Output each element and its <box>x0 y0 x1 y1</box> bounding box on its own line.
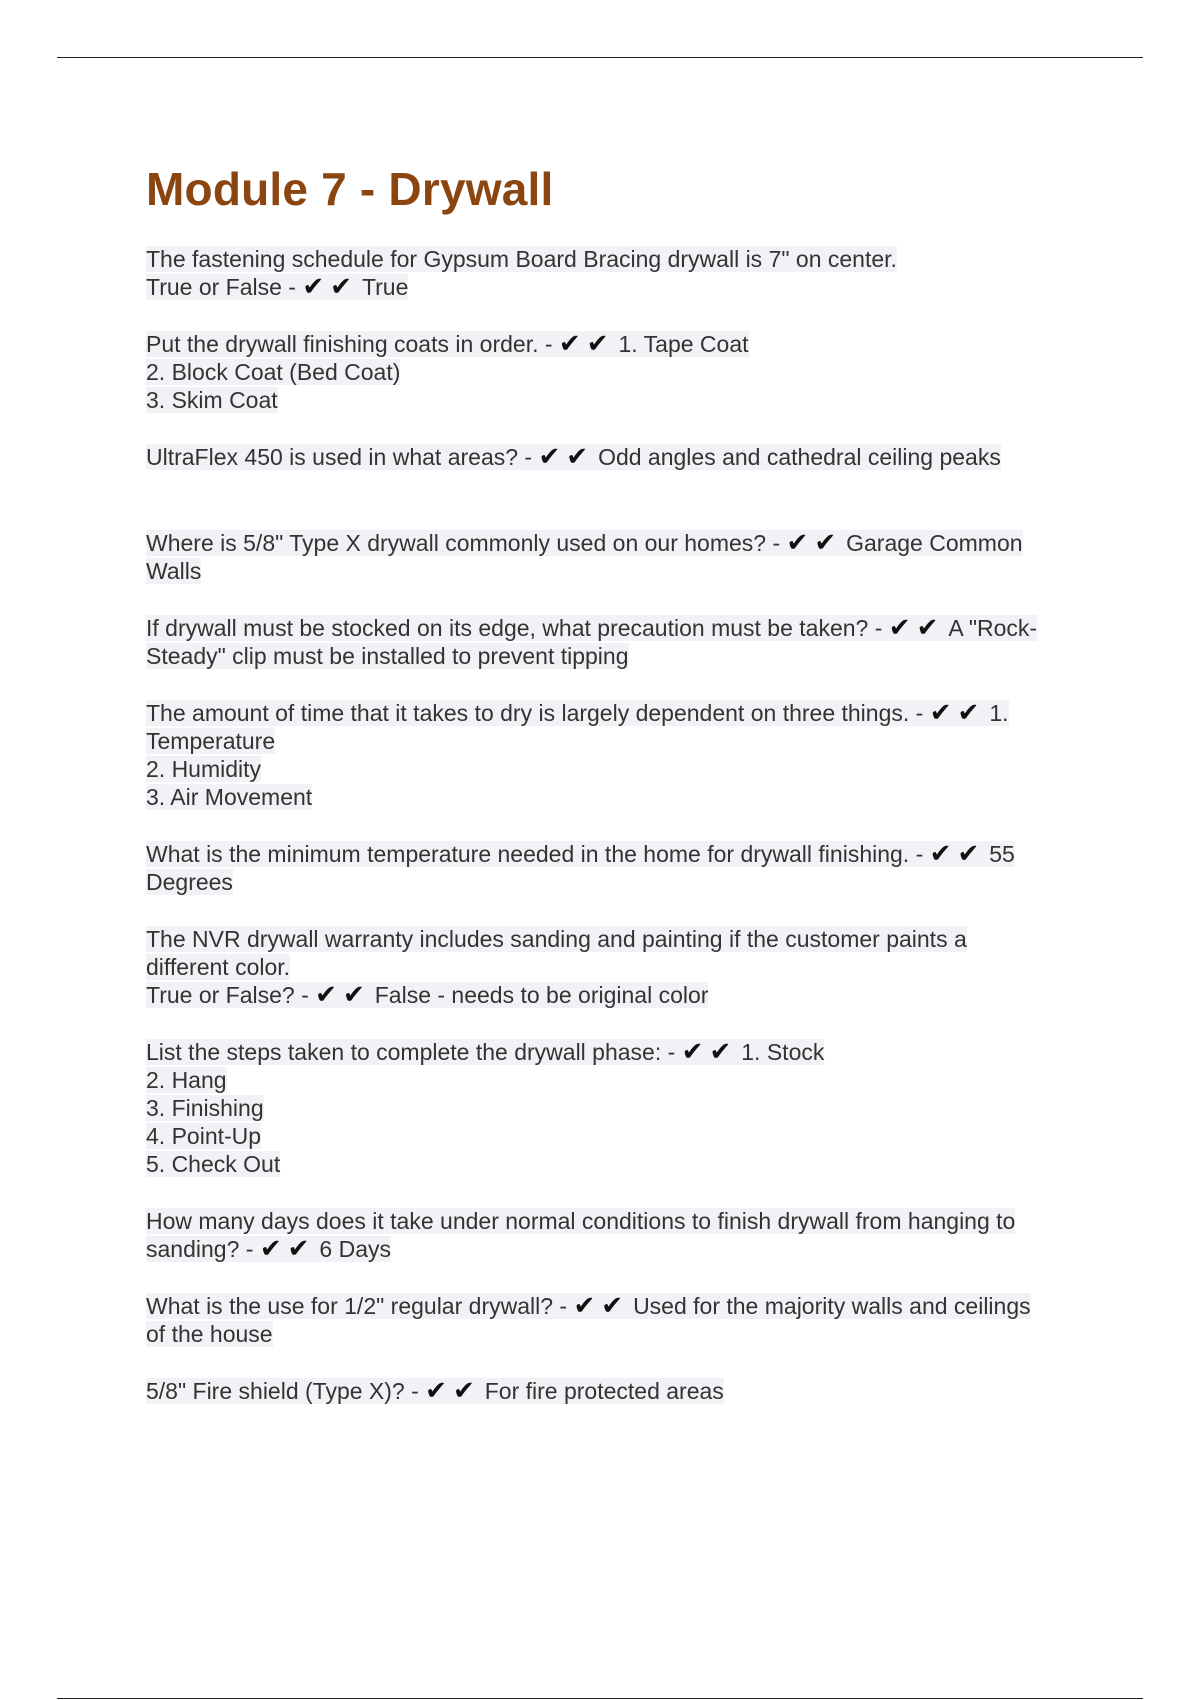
document-body <box>146 164 1106 1434</box>
answer-continuation: 5. Check Out <box>146 1150 281 1177</box>
check-icon: ✔ <box>709 1036 732 1067</box>
qa-item <box>146 925 1106 1009</box>
check-icon: ✔ <box>302 271 325 302</box>
question-answer-line <box>146 273 1106 301</box>
question-text: UltraFlex 450 is used in what areas? - <box>146 443 539 470</box>
answer-continuation: Steady" clip must be installed to prevent tipping <box>146 642 629 669</box>
qa-item <box>146 699 1106 811</box>
check-icon: ✔ <box>315 979 337 1010</box>
question-answer-line <box>146 1235 1106 1263</box>
answer-continuation: Walls <box>146 557 202 584</box>
qa-item <box>146 529 1106 585</box>
question-answer-line <box>146 330 1106 358</box>
check-icon: ✔ <box>786 527 809 558</box>
check-icon: ✔ <box>342 979 365 1010</box>
answer-text: False - needs to be original color <box>374 981 709 1008</box>
double-check-icon <box>302 273 358 301</box>
check-icon: ✔ <box>681 1036 704 1067</box>
check-icon: ✔ <box>888 612 911 643</box>
answer-text: A "Rock- <box>948 614 1038 641</box>
qa-item <box>146 614 1106 670</box>
question-text: True or False - <box>146 273 303 300</box>
question-answer-line <box>146 1292 1106 1320</box>
check-icon: ✔ <box>538 441 561 472</box>
qa-item <box>146 840 1106 896</box>
qa-item <box>146 1377 1106 1405</box>
answer-continuation: 4. Point-Up <box>146 1122 262 1149</box>
answer-text: 1. Stock <box>741 1038 825 1065</box>
check-icon: ✔ <box>287 1233 310 1264</box>
question-text: Where is 5/8" Type X drywall commonly used on our homes? - <box>146 529 787 556</box>
question-text: What is the minimum temperature needed in the home for drywall finishing. - <box>146 840 930 867</box>
check-icon: ✔ <box>573 1290 596 1321</box>
double-check-icon <box>559 330 615 358</box>
question-text: The amount of time that it takes to dry is largely dependent on three things. - <box>146 699 930 726</box>
check-icon: ✔ <box>586 328 609 359</box>
double-check-icon <box>889 614 945 642</box>
double-check-icon <box>573 1292 629 1320</box>
double-check-icon <box>787 529 843 557</box>
question-text: sanding? - <box>146 1235 260 1262</box>
double-check-icon <box>682 1038 738 1066</box>
double-check-icon <box>315 981 371 1009</box>
qa-item <box>146 1207 1106 1263</box>
qa-item <box>146 443 1106 471</box>
answer-text: True <box>361 273 409 300</box>
question-text: If drywall must be stocked on its edge, what precaution must be taken? - <box>146 614 889 641</box>
answer-continuation: Temperature <box>146 727 276 754</box>
page-title: Module 7 - Drywall <box>146 163 554 215</box>
question-answer-line <box>146 614 1106 642</box>
question-answer-line <box>146 529 1106 557</box>
check-icon: ✔ <box>558 328 581 359</box>
answer-continuation: 3. Air Movement <box>146 783 313 810</box>
double-check-icon <box>930 840 986 868</box>
question-text: The fastening schedule for Gypsum Board Bracing drywall is 7" on center. <box>146 245 897 272</box>
check-icon: ✔ <box>957 838 980 869</box>
question-text: List the steps taken to complete the drywall phase: - <box>146 1038 682 1065</box>
check-icon: ✔ <box>916 612 939 643</box>
answer-continuation: 2. Block Coat (Bed Coat) <box>146 358 401 385</box>
footer-rule <box>57 1698 1143 1699</box>
question-text: How many days does it take under normal conditions to finish drywall from hanging to <box>146 1207 1016 1234</box>
question-answer-line <box>146 981 1106 1009</box>
question-answer-line <box>146 840 1106 868</box>
qa-item <box>146 330 1106 414</box>
question-text: different color. <box>146 953 291 980</box>
answer-continuation: 3. Finishing <box>146 1094 264 1121</box>
check-icon: ✔ <box>929 697 952 728</box>
question-text: What is the use for 1/2" regular drywall? - <box>146 1292 574 1319</box>
answer-text: Odd angles and cathedral ceiling peaks <box>598 443 1001 470</box>
check-icon: ✔ <box>929 838 952 869</box>
answer-text: Used for the majority walls and ceilings <box>633 1292 1031 1319</box>
answer-continuation: Degrees <box>146 868 233 895</box>
check-icon: ✔ <box>330 271 352 302</box>
double-check-icon <box>538 443 594 471</box>
double-check-icon <box>425 1377 481 1405</box>
answer-text: 6 Days <box>319 1235 391 1262</box>
answer-continuation: of the house <box>146 1320 273 1347</box>
check-icon: ✔ <box>425 1375 447 1406</box>
question-answer-line <box>146 443 1106 471</box>
qa-list <box>146 245 1106 1405</box>
double-check-icon <box>930 699 986 727</box>
qa-item <box>146 1038 1106 1178</box>
qa-item <box>146 1292 1106 1348</box>
check-icon: ✔ <box>566 441 589 472</box>
answer-text: For fire protected areas <box>484 1377 724 1404</box>
question-text: The NVR drywall warranty includes sanding and painting if the customer paints a <box>146 925 967 952</box>
answer-continuation: 3. Skim Coat <box>146 386 278 413</box>
answer-continuation: 2. Humidity <box>146 755 262 782</box>
question-answer-line <box>146 1038 1106 1066</box>
qa-item <box>146 245 1106 301</box>
answer-continuation: 2. Hang <box>146 1066 227 1093</box>
question-text: Put the drywall finishing coats in order. - <box>146 330 559 357</box>
question-answer-line <box>146 1377 1106 1405</box>
answer-text: 1. Tape Coat <box>618 330 749 357</box>
header-rule <box>57 57 1143 58</box>
check-icon: ✔ <box>601 1290 624 1321</box>
question-answer-line <box>146 699 1106 727</box>
check-icon: ✔ <box>452 1375 475 1406</box>
check-icon: ✔ <box>259 1233 282 1264</box>
check-icon: ✔ <box>814 527 837 558</box>
check-icon: ✔ <box>957 697 980 728</box>
answer-text: 1. <box>989 699 1009 726</box>
question-text: True or False? - <box>146 981 316 1008</box>
double-check-icon <box>260 1235 316 1263</box>
answer-text: Garage Common <box>846 529 1023 556</box>
question-text: 5/8" Fire shield (Type X)? - <box>146 1377 426 1404</box>
answer-text: 55 <box>989 840 1015 867</box>
